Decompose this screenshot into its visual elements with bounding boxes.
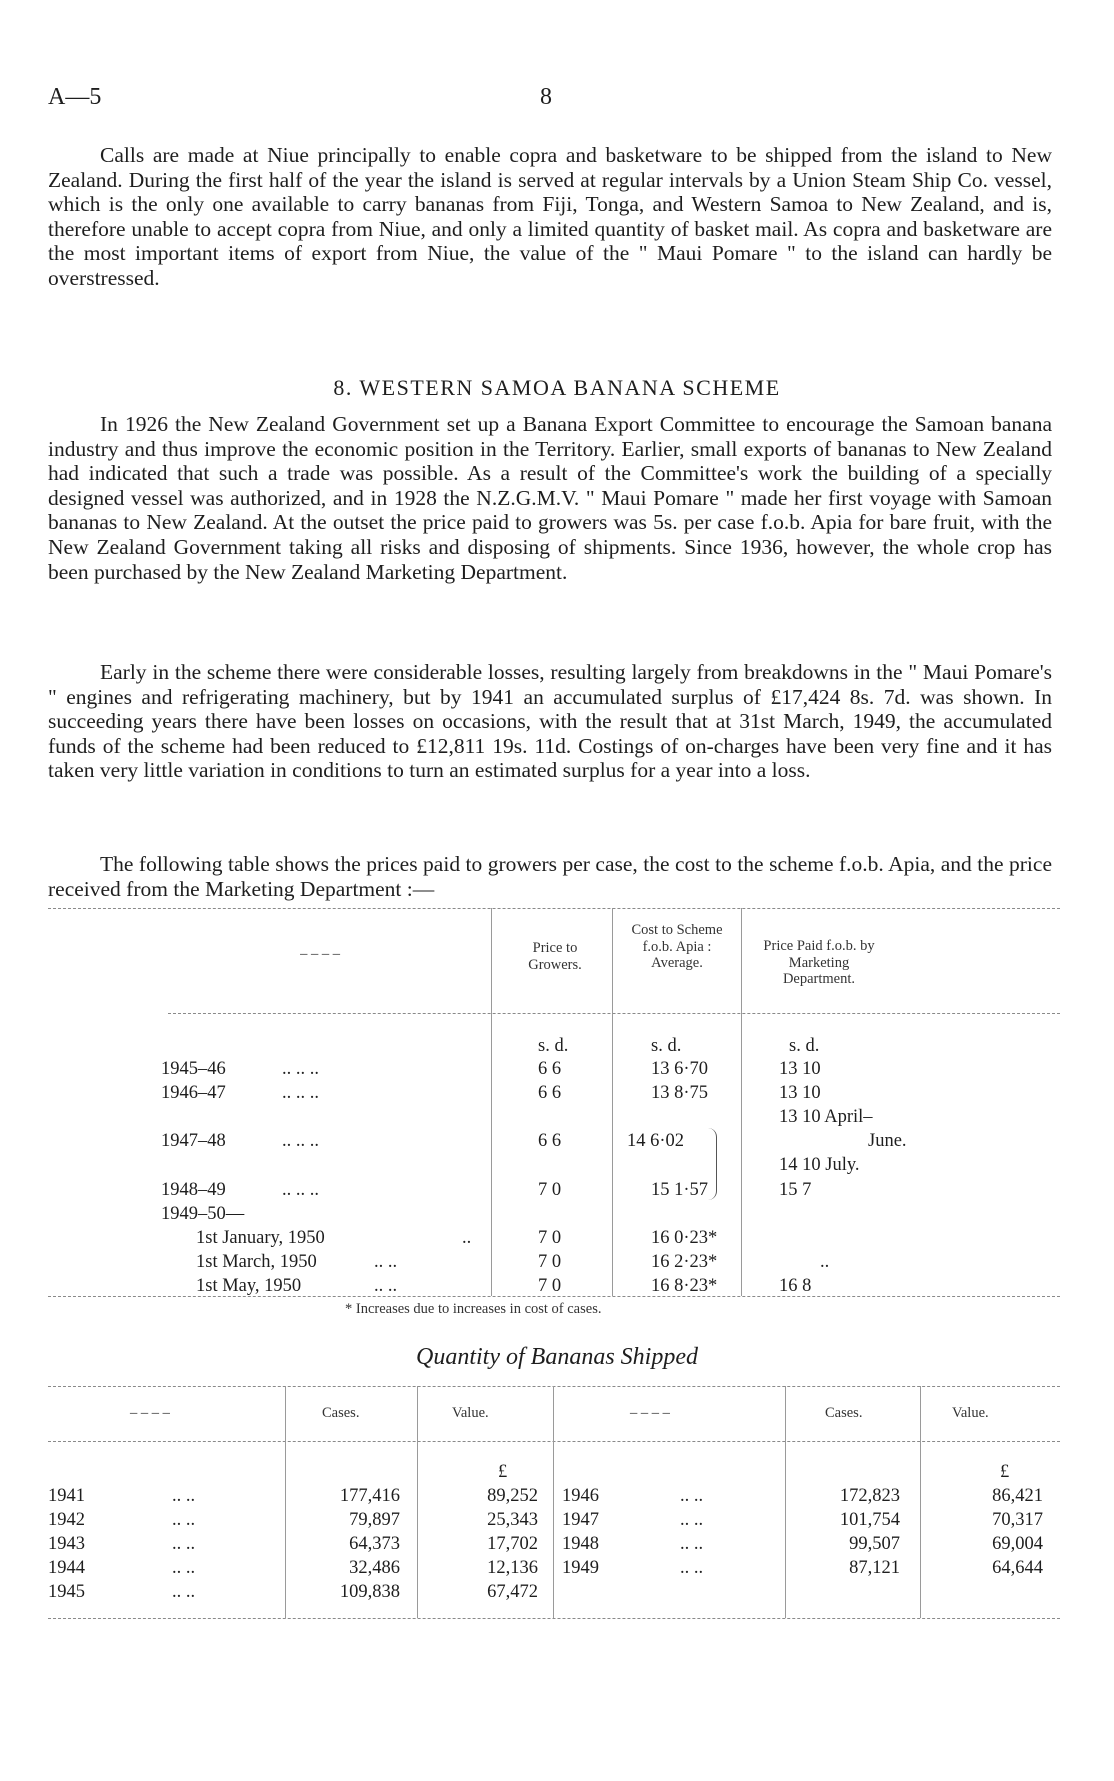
cell-paid: 14 10 July. bbox=[779, 1155, 860, 1175]
row-label: 1st May, 1950 bbox=[196, 1276, 302, 1296]
table-divider bbox=[285, 1386, 286, 1618]
dot-leaders: .. .. bbox=[680, 1558, 704, 1578]
dot-leaders: .. .. bbox=[172, 1510, 196, 1530]
dot-leaders: .. .. bbox=[172, 1582, 196, 1602]
unit-pounds: £ bbox=[1000, 1462, 1010, 1482]
row-year: 1945 bbox=[48, 1582, 85, 1602]
unit-cost: s. d. bbox=[651, 1036, 682, 1056]
cell-value: 67,472 bbox=[487, 1582, 538, 1602]
row-year: 1948 bbox=[562, 1534, 599, 1554]
table-divider bbox=[612, 908, 613, 1296]
cell-paid: 16 8 bbox=[779, 1276, 812, 1296]
cell-cases: 79,897 bbox=[349, 1510, 400, 1530]
table-rule-top bbox=[48, 1386, 1060, 1387]
dot-leaders: .. .. bbox=[680, 1510, 704, 1530]
unit-pounds: £ bbox=[498, 1462, 508, 1482]
dot-leaders: .. .. bbox=[374, 1276, 398, 1296]
row-year: 1942 bbox=[48, 1510, 85, 1530]
cell-growers: 7 0 bbox=[538, 1252, 562, 1272]
dot-leaders: .. .. bbox=[680, 1534, 704, 1554]
cell-cases: 101,754 bbox=[839, 1510, 900, 1530]
dot-leaders: .. .. .. bbox=[282, 1180, 319, 1200]
row-label: 1948–49 bbox=[161, 1180, 226, 1200]
cell-paid: .. bbox=[820, 1252, 830, 1272]
cell-cases: 32,486 bbox=[349, 1558, 400, 1578]
table-divider bbox=[417, 1386, 418, 1618]
dot-leaders: .. .. .. bbox=[282, 1131, 319, 1151]
cell-cost: 14 6·02 bbox=[627, 1131, 685, 1151]
row-year: 1946 bbox=[562, 1486, 599, 1506]
row-year: 1943 bbox=[48, 1534, 85, 1554]
table-divider bbox=[741, 908, 742, 1296]
cell-paid: June. bbox=[868, 1131, 907, 1151]
cell-cases: 99,507 bbox=[849, 1534, 900, 1554]
cell-growers: 6 6 bbox=[538, 1083, 562, 1103]
table-rule-top bbox=[48, 908, 1060, 909]
cell-value: 12,136 bbox=[487, 1558, 538, 1578]
paragraph-table-intro: The following table shows the prices paid to growers per case, the cost to the scheme f.o.b. Apia, and the price received from the Marketing Department :— bbox=[48, 852, 1052, 901]
row-label: 1946–47 bbox=[161, 1083, 226, 1103]
cell-cost: 16 8·23* bbox=[651, 1276, 718, 1296]
table-rule-header bbox=[168, 1013, 1060, 1014]
page-number: 8 bbox=[540, 84, 552, 110]
row-year: 1944 bbox=[48, 1558, 85, 1578]
cell-cases: 177,416 bbox=[339, 1486, 400, 1506]
table-footnote: * Increases due to increases in cost of cases. bbox=[345, 1301, 602, 1317]
column-header-stub: – – – – bbox=[130, 1405, 170, 1421]
row-label: 1949–50— bbox=[161, 1204, 245, 1224]
dot-leaders: .. bbox=[462, 1228, 472, 1248]
cell-cost: 16 0·23* bbox=[651, 1228, 718, 1248]
cell-growers: 7 0 bbox=[538, 1180, 562, 1200]
cell-cases: 109,838 bbox=[339, 1582, 400, 1602]
column-header-stub: – – – – bbox=[300, 946, 340, 962]
cell-cost: 13 8·75 bbox=[651, 1083, 709, 1103]
document-reference: A—5 bbox=[48, 84, 102, 110]
table-divider bbox=[553, 1386, 554, 1618]
dot-leaders: .. .. bbox=[374, 1252, 398, 1272]
column-header-value: Value. bbox=[452, 1405, 489, 1421]
cell-growers: 6 6 bbox=[538, 1059, 562, 1079]
paragraph-losses: Early in the scheme there were considerable losses, resulting largely from breakdowns in the " Maui Pomare's " engines and refrigerating machinery, but by 1941 an accumulated surplus of £17,424 8s. 7d. was shown. In succeeding years there have been losses on occasions, with the result that at 31st March, 1949, the accumulated funds of the scheme had been reduced to £12,811 19s. 11d. Costings of on-charges have been very fine and it has taken very little variation in conditions to turn an estimated surplus for a year into a loss. bbox=[48, 660, 1052, 783]
cell-growers: 6 6 bbox=[538, 1131, 562, 1151]
cell-paid: 13 10 bbox=[779, 1059, 821, 1079]
column-header-cases: Cases. bbox=[322, 1405, 360, 1421]
cell-cases: 87,121 bbox=[849, 1558, 900, 1578]
cell-value: 70,317 bbox=[992, 1510, 1043, 1530]
cell-value: 17,702 bbox=[487, 1534, 538, 1554]
column-header-value: Value. bbox=[952, 1405, 989, 1421]
table-divider bbox=[491, 908, 492, 1296]
cell-paid: 13 10 April– bbox=[779, 1107, 873, 1127]
table-divider bbox=[785, 1386, 786, 1618]
dot-leaders: .. .. bbox=[680, 1486, 704, 1506]
table-divider bbox=[920, 1386, 921, 1618]
row-label: 1st March, 1950 bbox=[196, 1252, 317, 1272]
table-rule-header bbox=[48, 1441, 1060, 1442]
dot-leaders: .. .. .. bbox=[282, 1059, 319, 1079]
row-label: 1945–46 bbox=[161, 1059, 226, 1079]
quantity-table-title: Quantity of Bananas Shipped bbox=[416, 1344, 698, 1370]
unit-growers: s. d. bbox=[538, 1036, 569, 1056]
column-header-cost: Cost to Scheme f.o.b. Apia : Average. bbox=[631, 922, 723, 971]
row-year: 1949 bbox=[562, 1558, 599, 1578]
cell-cases: 172,823 bbox=[839, 1486, 900, 1506]
cell-growers: 7 0 bbox=[538, 1228, 562, 1248]
cell-value: 69,004 bbox=[992, 1534, 1043, 1554]
cell-cost: 16 2·23* bbox=[651, 1252, 718, 1272]
row-year: 1947 bbox=[562, 1510, 599, 1530]
cell-paid: 13 10 bbox=[779, 1083, 821, 1103]
dot-leaders: .. .. bbox=[172, 1558, 196, 1578]
row-year: 1941 bbox=[48, 1486, 85, 1506]
section-heading: 8. WESTERN SAMOA BANANA SCHEME bbox=[333, 375, 781, 400]
brace-marker bbox=[708, 1128, 717, 1200]
row-label: 1st January, 1950 bbox=[196, 1228, 325, 1248]
cell-value: 25,343 bbox=[487, 1510, 538, 1530]
column-header-paid: Price Paid f.o.b. by Marketing Department. bbox=[763, 938, 875, 987]
table-rule-bottom bbox=[48, 1618, 1060, 1619]
dot-leaders: .. .. bbox=[172, 1486, 196, 1506]
unit-paid: s. d. bbox=[789, 1036, 820, 1056]
cell-value: 64,644 bbox=[992, 1558, 1043, 1578]
cell-growers: 7 0 bbox=[538, 1276, 562, 1296]
cell-cases: 64,373 bbox=[349, 1534, 400, 1554]
dot-leaders: .. .. bbox=[172, 1534, 196, 1554]
row-label: 1947–48 bbox=[161, 1131, 226, 1151]
column-header-cases: Cases. bbox=[825, 1405, 863, 1421]
cell-cost: 15 1·57 bbox=[651, 1180, 709, 1200]
cell-value: 89,252 bbox=[487, 1486, 538, 1506]
cell-paid: 15 7 bbox=[779, 1180, 812, 1200]
column-header-stub: – – – – bbox=[630, 1405, 670, 1421]
cell-cost: 13 6·70 bbox=[651, 1059, 709, 1079]
cell-value: 86,421 bbox=[992, 1486, 1043, 1506]
column-header-growers: Price to Growers. bbox=[528, 940, 582, 973]
dot-leaders: .. .. .. bbox=[282, 1083, 319, 1103]
paragraph-scheme-history: In 1926 the New Zealand Government set up a Banana Export Committee to encourage the Samoan banana industry and thus improve the economic position in the Territory. Earlier, small exports of bananas to New Zealand had indicated that such a trade was possible. As a result of the Committee's work the building of a specially designed vessel was authorized, and in 1928 the N.Z.G.M.V. " Maui Pomare " made her first voyage with Samoan bananas to New Zealand. At the outset the price paid to growers was 5s. per case f.o.b. Apia for bare fruit, with the New Zealand Government taking all risks and disposing of shipments. Since 1936, however, the whole crop has been purchased by the New Zealand Marketing Department. bbox=[48, 412, 1052, 584]
paragraph-niue-calls: Calls are made at Niue principally to enable copra and basketware to be shipped from the island to New Zealand. During the first half of the year the island is served at regular intervals by a Union Steam Ship Co. vessel, which is the only one available to carry bananas from Fiji, Tonga, and Western Samoa to New Zealand, and is, therefore unable to accept copra from Niue, and only a limited quantity of basket mail. As copra and basketware are the most important items of export from Niue, the value of the " Maui Pomare " to the island can hardly be overstressed. bbox=[48, 143, 1052, 290]
